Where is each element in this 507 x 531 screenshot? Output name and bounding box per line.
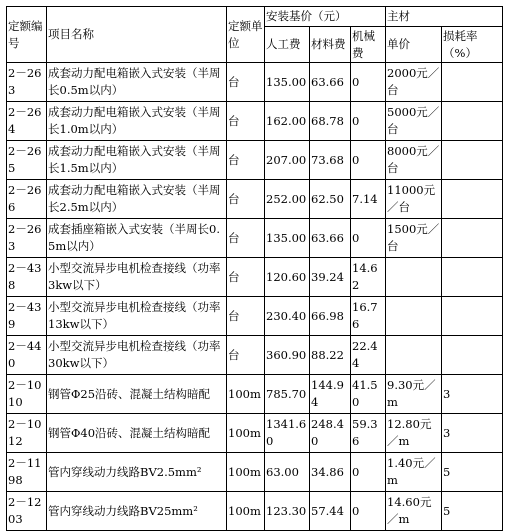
cell-labor: 785.70 xyxy=(265,375,310,414)
cell-loss-rate: 5 xyxy=(442,492,503,531)
cell-machine: 59.36 xyxy=(351,414,386,453)
cell-unit-price: 1.40元／m xyxy=(386,453,442,492)
cell-code: 2－263 xyxy=(7,63,47,102)
table-row xyxy=(7,180,503,219)
cell-labor: 120.60 xyxy=(265,258,310,297)
cell-loss-rate xyxy=(442,180,503,219)
cell-loss-rate xyxy=(442,63,503,102)
cell-loss-rate xyxy=(442,141,503,180)
cell-unit-price: 12.80元／m xyxy=(386,414,442,453)
cell-material: 73.68 xyxy=(310,141,351,180)
cell-material: 57.44 xyxy=(310,492,351,531)
cell-machine: 22.44 xyxy=(351,336,386,375)
cell-material: 63.66 xyxy=(310,63,351,102)
cell-unit-price: 2000元／台 xyxy=(386,63,442,102)
cell-machine: 0 xyxy=(351,141,386,180)
cell-unit-price: 1500元／台 xyxy=(386,219,442,258)
header-unit-price: 单价 xyxy=(386,27,442,63)
cell-labor: 135.00 xyxy=(265,219,310,258)
cell-machine: 0 xyxy=(351,63,386,102)
header-base-price: 安装基价（元） xyxy=(265,7,386,27)
cell-loss-rate xyxy=(442,297,503,336)
cell-unit: 台 xyxy=(227,180,265,219)
cell-machine: 7.14 xyxy=(351,180,386,219)
cell-code: 2－264 xyxy=(7,102,47,141)
cell-machine: 0 xyxy=(351,102,386,141)
cell-name: 小型交流异步电机检查接线（功率13kw以下） xyxy=(47,297,227,336)
cell-unit: 100m xyxy=(227,492,265,531)
cell-name: 钢管Φ40沿砖、混凝土结构暗配 xyxy=(47,414,227,453)
cell-labor: 207.00 xyxy=(265,141,310,180)
cell-name: 小型交流异步电机检查接线（功率3kw以下） xyxy=(47,258,227,297)
table-row xyxy=(7,63,503,102)
cell-unit-price xyxy=(386,297,442,336)
header-machine: 机械费 xyxy=(351,27,386,63)
cell-code: 2－266 xyxy=(7,180,47,219)
cell-labor: 123.30 xyxy=(265,492,310,531)
table-row xyxy=(7,102,503,141)
cell-material: 39.24 xyxy=(310,258,351,297)
cell-material: 248.40 xyxy=(310,414,351,453)
cell-labor: 360.90 xyxy=(265,336,310,375)
table-row xyxy=(7,219,503,258)
cell-code: 2－265 xyxy=(7,141,47,180)
cell-code: 2－263 xyxy=(7,219,47,258)
cell-name: 成套动力配电箱嵌入式安装（半周长1.5m以内） xyxy=(47,141,227,180)
header-loss-rate: 损耗率（%） xyxy=(442,27,503,63)
cell-machine: 0 xyxy=(351,492,386,531)
cell-code: 2－439 xyxy=(7,297,47,336)
cell-machine: 16.76 xyxy=(351,297,386,336)
header-unit: 定额单位 xyxy=(227,7,265,63)
table-row xyxy=(7,414,503,453)
cell-code: 2－1012 xyxy=(7,414,47,453)
cell-code: 2－1198 xyxy=(7,453,47,492)
table-body xyxy=(7,63,503,531)
cell-loss-rate xyxy=(442,258,503,297)
table-row xyxy=(7,492,503,531)
header-code: 定额编号 xyxy=(7,7,47,63)
table-row xyxy=(7,297,503,336)
header-labor: 人工费 xyxy=(265,27,310,63)
cell-material: 144.94 xyxy=(310,375,351,414)
cell-machine: 14.62 xyxy=(351,258,386,297)
cell-labor: 1341.60 xyxy=(265,414,310,453)
table-row xyxy=(7,141,503,180)
cell-unit-price: 5000元／台 xyxy=(386,102,442,141)
cell-labor: 230.40 xyxy=(265,297,310,336)
cell-unit-price xyxy=(386,336,442,375)
cell-loss-rate xyxy=(442,102,503,141)
cell-loss-rate xyxy=(442,219,503,258)
table-row xyxy=(7,375,503,414)
cell-unit: 台 xyxy=(227,219,265,258)
cell-unit-price: 11000元／台 xyxy=(386,180,442,219)
table-row xyxy=(7,453,503,492)
cell-material: 66.98 xyxy=(310,297,351,336)
table-row xyxy=(7,336,503,375)
cell-unit: 台 xyxy=(227,102,265,141)
cell-machine: 0 xyxy=(351,453,386,492)
cell-unit-price: 14.60元／m xyxy=(386,492,442,531)
cell-machine: 0 xyxy=(351,219,386,258)
cell-unit: 100m xyxy=(227,453,265,492)
cell-material: 62.50 xyxy=(310,180,351,219)
cell-labor: 63.00 xyxy=(265,453,310,492)
header-material: 材料费 xyxy=(310,27,351,63)
cell-unit: 台 xyxy=(227,297,265,336)
cell-loss-rate xyxy=(442,336,503,375)
cell-name: 钢管Φ25沿砖、混凝土结构暗配 xyxy=(47,375,227,414)
cell-name: 成套动力配电箱嵌入式安装（半周长0.5m以内） xyxy=(47,63,227,102)
cell-unit-price: 9.30元／m xyxy=(386,375,442,414)
cell-unit: 台 xyxy=(227,258,265,297)
cell-material: 34.86 xyxy=(310,453,351,492)
cell-code: 2－1203 xyxy=(7,492,47,531)
cell-name: 成套动力配电箱嵌入式安装（半周长2.5m以内） xyxy=(47,180,227,219)
cell-loss-rate: 5 xyxy=(442,453,503,492)
header-name: 项目名称 xyxy=(47,7,227,63)
cell-unit: 100m xyxy=(227,375,265,414)
cell-material: 63.66 xyxy=(310,219,351,258)
cell-code: 2－438 xyxy=(7,258,47,297)
cell-name: 管内穿线动力线路BV25mm² xyxy=(47,492,227,531)
quota-table xyxy=(6,6,503,531)
cell-material: 68.78 xyxy=(310,102,351,141)
cell-unit: 100m xyxy=(227,414,265,453)
cell-labor: 135.00 xyxy=(265,63,310,102)
table-row xyxy=(7,258,503,297)
cell-loss-rate: 3 xyxy=(442,375,503,414)
cell-unit: 台 xyxy=(227,63,265,102)
cell-loss-rate: 3 xyxy=(442,414,503,453)
header-main-material: 主材 xyxy=(386,7,503,27)
cell-code: 2－440 xyxy=(7,336,47,375)
cell-material: 88.22 xyxy=(310,336,351,375)
cell-name: 管内穿线动力线路BV2.5mm² xyxy=(47,453,227,492)
cell-name: 成套插座箱嵌入式安装（半周长0.5m以内） xyxy=(47,219,227,258)
cell-unit-price xyxy=(386,258,442,297)
cell-unit-price: 8000元／台 xyxy=(386,141,442,180)
cell-labor: 252.00 xyxy=(265,180,310,219)
cell-name: 成套动力配电箱嵌入式安装（半周长1.0m以内） xyxy=(47,102,227,141)
cell-code: 2－1010 xyxy=(7,375,47,414)
cell-unit: 台 xyxy=(227,336,265,375)
cell-unit: 台 xyxy=(227,141,265,180)
cell-labor: 162.00 xyxy=(265,102,310,141)
cell-name: 小型交流异步电机检查接线（功率30kw以下） xyxy=(47,336,227,375)
cell-machine: 41.50 xyxy=(351,375,386,414)
